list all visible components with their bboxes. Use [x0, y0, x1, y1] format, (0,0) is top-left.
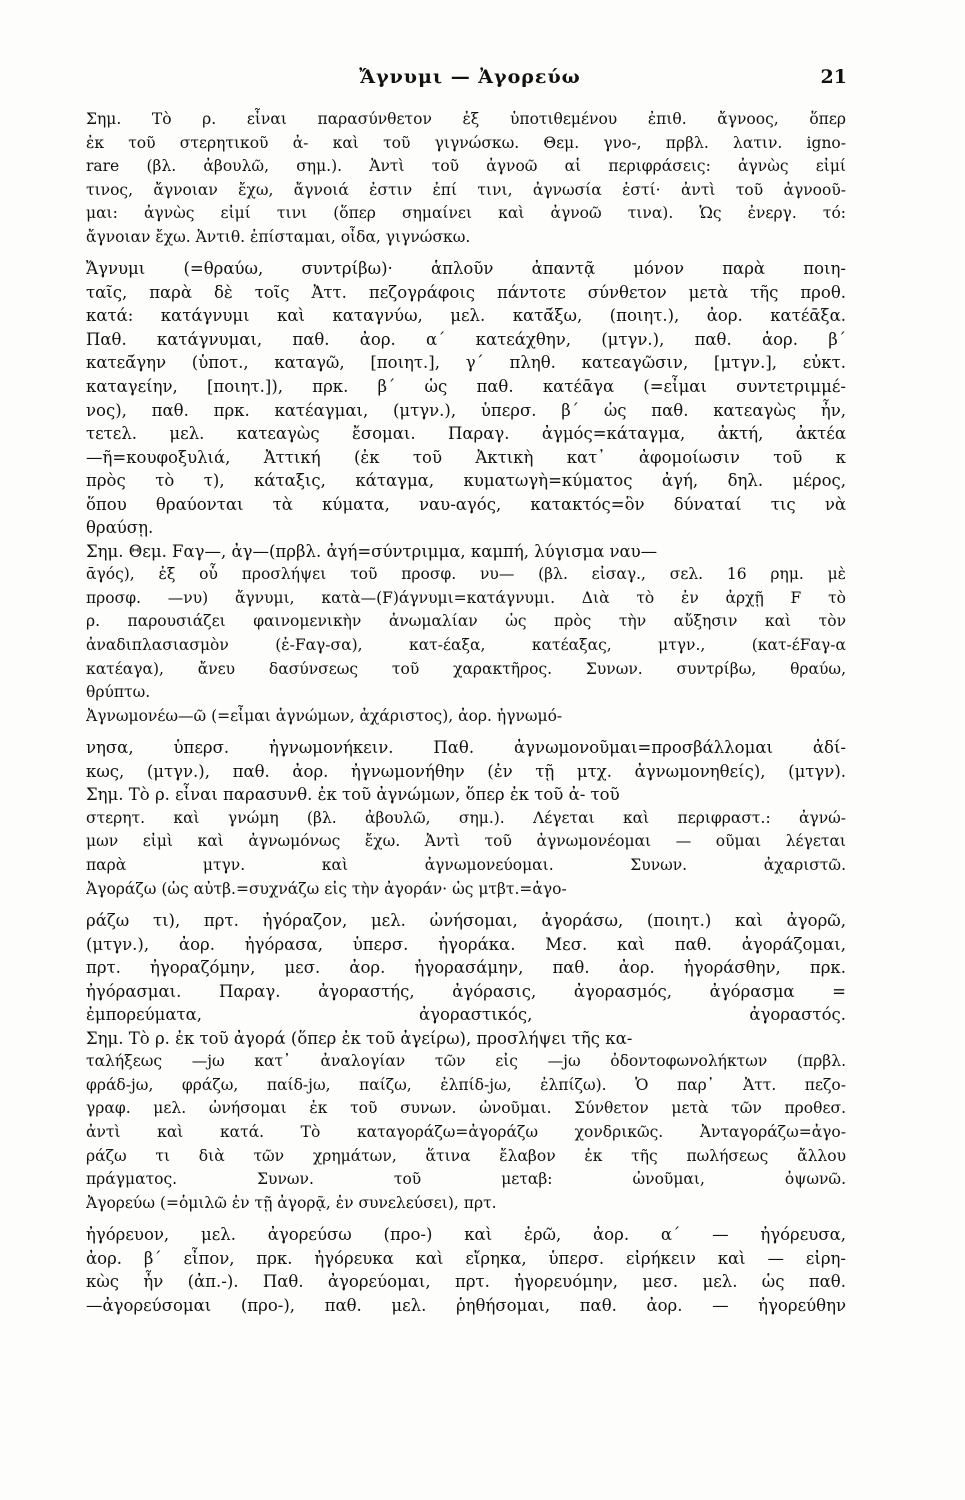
text-line: θραύσῃ. — [86, 518, 154, 538]
text-line: κως, (μτγν.), παθ. ἀορ. ἠγνωμονήθην (ἐν τῇ μτχ. ἀγνωμονηθείς), (μτγν). — [86, 761, 846, 781]
text-line: φράδ-jω, φράζω, παίδ-jω, παίζω, ἐλπίδ-jω, ἐλπίζω). Ὁ παρ᾽ Ἀττ. πεζο- — [86, 1075, 846, 1094]
text-line: Ἀγνωμονέω—ῶ (=εἶμαι ἀγνώμων, ἀχάριστος), ἀορ. ἠγνωμό- — [86, 706, 563, 725]
text-line: ἐμπορεύματα, ἀγοραστικός, ἀγοραστός. — [86, 1005, 846, 1025]
entry-headword-line: ράζω τι), πρτ. ἠγόραζον, μελ. ὠνήσομαι, ἀγοράσω, (ποιητ.) καὶ ἀγορῶ, — [86, 911, 846, 931]
text-line: κατέαγα), ἄνευ δασύνσεως τοῦ χαρακτῆρος. Συνων. συντρίβω, θραύω, — [86, 659, 846, 678]
text-line: στερητ. καὶ γνώμη (βλ. ἀβουλῶ, σημ.). Λέγεται καὶ περιφραστ.: ἀγνώ- — [86, 808, 846, 827]
text-line: ταλήξεως —jω κατ᾽ ἀναλογίαν τῶν εἰς —jω ὀδοντοφωνολήκτων (πρβλ. — [86, 1052, 846, 1071]
text-line — [86, 1317, 846, 1341]
text-line: Σημ. Τὸ ρ. εἶναι παρασύνθετον ἐξ ὑποτιθεμένου ἐπιθ. ἄγνοος, ὅπερ — [86, 110, 846, 128]
text-line: κατεᾱ́γην (ὑποτ., καταγῶ, [ποιητ.], γ΄ πληθ. κατεαγῶσιν, [μτγν.], εὐκτ. — [86, 353, 846, 373]
text-line: κὼς ἦν (ἀπ.-). Παθ. ἀγορεύομαι, πρτ. ἠγορευόμην, μεσ. μελ. ὡς παθ. — [86, 1272, 846, 1292]
text-line: ὅπου θραύονται τὰ κύματα, ναυ-αγός, κατακτός=ὃν δύναταί τις νὰ — [86, 494, 846, 514]
text-line: θρύπτω. — [86, 683, 151, 702]
dictionary-text — [86, 108, 846, 1341]
text-line: μων εἰμὶ καὶ ἀγνωμόνως ἔχω. Ἀντὶ τοῦ ἀγνωμονέομαι — οῦμαι λέγεται — [86, 832, 846, 851]
text-line: προσφ. —νυ) ἄγνυμι, κατὰ—(F)άγνυμι=κατάγνυμι. Διὰ τὸ ἐν ἀρχῇ F τὸ — [86, 588, 846, 607]
page-number: 21 — [820, 66, 847, 88]
text-line: καταγείην, [ποιητ.]), πρκ. β΄ ὡς παθ. κατέᾱγα (=εἶμαι συντετριμμέ- — [86, 377, 846, 397]
text-line: πρὸς τὸ τ), κάταξις, κάταγμα, κυματωγὴ=κύματος ἀγή, δηλ. μέρος, — [86, 471, 846, 491]
text-line: νος), παθ. πρκ. κατέαγμαι, (μτγν.), ὑπερσ. β΄ ὡς παθ. κατεαγὼς ἦν, — [86, 400, 846, 420]
text-line: ἐκ τοῦ στερητικοῦ ἀ- καὶ τοῦ γιγνώσκω. Θεμ. γνο-, πρβλ. λατιν. igno- — [86, 133, 846, 152]
text-line: ᾱγός), ἐξ οὗ προσλήψει τοῦ προσφ. νυ— (βλ. εἰσαγ., σελ. 16 ρημ. μὲ — [86, 565, 846, 584]
text-line: ἠγόρασμαι. Παραγ. ἀγοραστής, ἀγόρασις, ἀγορασμός, ἀγόρασμα = — [86, 981, 846, 1001]
entry-headword-line: νησα, ὑπερσ. ἠγνωμονήκειν. Παθ. ἀγνωμονοῦμαι=προσβάλλομαι ἀδί- — [86, 738, 846, 758]
text-line: ταῖς, παρὰ δὲ τοῖς Ἀττ. πεζογράφοις πάντοτε σύνθετον μετὰ τῆς προθ. — [86, 282, 846, 302]
text-line: κατά: κατάγνυμι καὶ καταγνύω, μελ. κατᾱ́ξω, (ποιητ.), ἀορ. κατέᾱξα. — [86, 306, 846, 326]
text-line: Ἀγορεύω (=ὁμιλῶ ἐν τῇ ἀγορᾷ, ἐν συνελεύσει), πρτ. — [86, 1193, 497, 1212]
text-line: Σημ. Τὸ ρ. ἐκ τοῦ ἀγορά (ὅπερ ἐκ τοῦ ἀγείρω), προσλήψει τῆς κα- — [86, 1028, 633, 1048]
text-line: τινος, ἄγνοιαν ἔχω, ἄγνοιά ἐστιν ἐπί τινι, ἀγνωσία ἐστί· ἀντὶ τοῦ ἀγνοοῦ- — [86, 180, 846, 199]
text-line: ἀναδιπλασιασμὸν (ἐ-Fαγ-σα), κατ-έαξα, κατέαξας, μτγν., (κατ-έFαγ-α — [86, 636, 846, 655]
text-line: ράζω τι διὰ τῶν χρημάτων, ἅτινα ἔλαβον ἐκ τῆς πωλήσεως ἄλλου — [86, 1146, 846, 1165]
text-line: Ἀγοράζω (ὡς αὐτβ.=συχνάζω εἰς τὴν ἀγοράν· ὡς μτβτ.=ἀγο- — [86, 879, 567, 898]
entry-headword-line: ἠγόρευον, μελ. ἀγορεύσω (προ-) καὶ ἐρῶ, ἀορ. α΄ — ἠγόρευσα, — [86, 1225, 846, 1245]
text-line: πρτ. ἠγοραζόμην, μεσ. ἀορ. ἠγορασάμην, παθ. ἀορ. ἠγοράσθην, πρκ. — [86, 958, 846, 978]
text-line: πράγματος. Συνων. τοῦ μεταβ: ὠνοῦμαι, ὀψωνῶ. — [86, 1170, 846, 1189]
text-line: γραφ. μελ. ὠνήσομαι ἐκ τοῦ συνων. ὠνοῦμαι. Σύνθετον μετὰ τῶν προθεσ. — [86, 1099, 846, 1118]
text-line: —ῆ=κουφοξυλιά, Ἀττική (ἐκ τοῦ Ἀκτικὴ κατ᾽ ἀφομοίωσιν τοῦ κ — [86, 447, 846, 467]
text-line: ρ. παρουσιάζει φαινομενικὴν ἀνωμαλίαν ὡς πρὸς τὴν αὔξησιν καὶ τὸν — [86, 612, 846, 631]
text-line: —ἀγορεύσομαι (προ-), παθ. μελ. ῥηθήσομαι, παθ. ἀορ. — ἠγορεύθην — [86, 1295, 846, 1315]
entry-headword-line: Ἄγνυμι (=θραύω, συντρίβω)· ἁπλοῦν ἀπαντᾷ μόνον παρὰ ποιη- — [86, 259, 846, 279]
text-line: παρὰ μτγν. καὶ ἀγνωμονεύομαι. Συνων. ἀχαριστῶ. — [86, 855, 846, 874]
running-header: Ἄγνυμι — Ἀγορεύω — [359, 66, 581, 88]
text-line: ἀντὶ καὶ κατά. Τὸ καταγοράζω=ἀγοράζω χονδρικῶς. Ἀνταγοράζω=ἀγο- — [86, 1122, 846, 1141]
text-line: ἄγνοιαν ἔχω. Ἀντιθ. ἐπίσταμαι, οἶδα, γιγνώσκω. — [86, 227, 471, 246]
text-line: ἀορ. β΄ εἶπον, πρκ. ἠγόρευκα καὶ εἴρηκα, ὑπερσ. εἰρήκειν καὶ — εἰρη- — [86, 1248, 846, 1268]
text-line: (μτγν.), ἀορ. ἠγόρασα, ὑπερσ. ἠγοράκα. Μεσ. καὶ παθ. ἀγοράζομαι, — [86, 934, 846, 954]
text-line: Σημ. Τὸ ρ. εἶναι παρασυνθ. ἐκ τοῦ ἀγνώμων, ὅπερ ἐκ τοῦ ἀ- τοῦ — [86, 785, 620, 805]
text-line: rare (βλ. ἀβουλῶ, σημ.). Ἀντὶ τοῦ ἀγνοῶ αἱ περιφράσεις: ἀγνὼς εἰμί — [86, 157, 846, 176]
text-line: μαι: ἀγνὼς εἰμί τινι (ὅπερ σημαίνει καὶ ἀγνοῶ τινα). Ὡς ἐνεργ. τό: — [86, 204, 846, 223]
text-line: Σημ. Θεμ. Fαγ—, ἀγ—(πρβλ. ἀγή=σύντριμμα, καμπή, λύγισμα ναυ— — [86, 541, 658, 561]
text-line: τετελ. μελ. κατεαγὼς ἔσομαι. Παραγ. ἀγμός=κάταγμα, ἀκτή, ἀκτέα — [86, 424, 846, 444]
text-line: Παθ. κατάγνυμαι, παθ. ἀορ. α΄ κατεάχθην, (μτγν.), παθ. ἀορ. β΄ — [86, 329, 846, 349]
